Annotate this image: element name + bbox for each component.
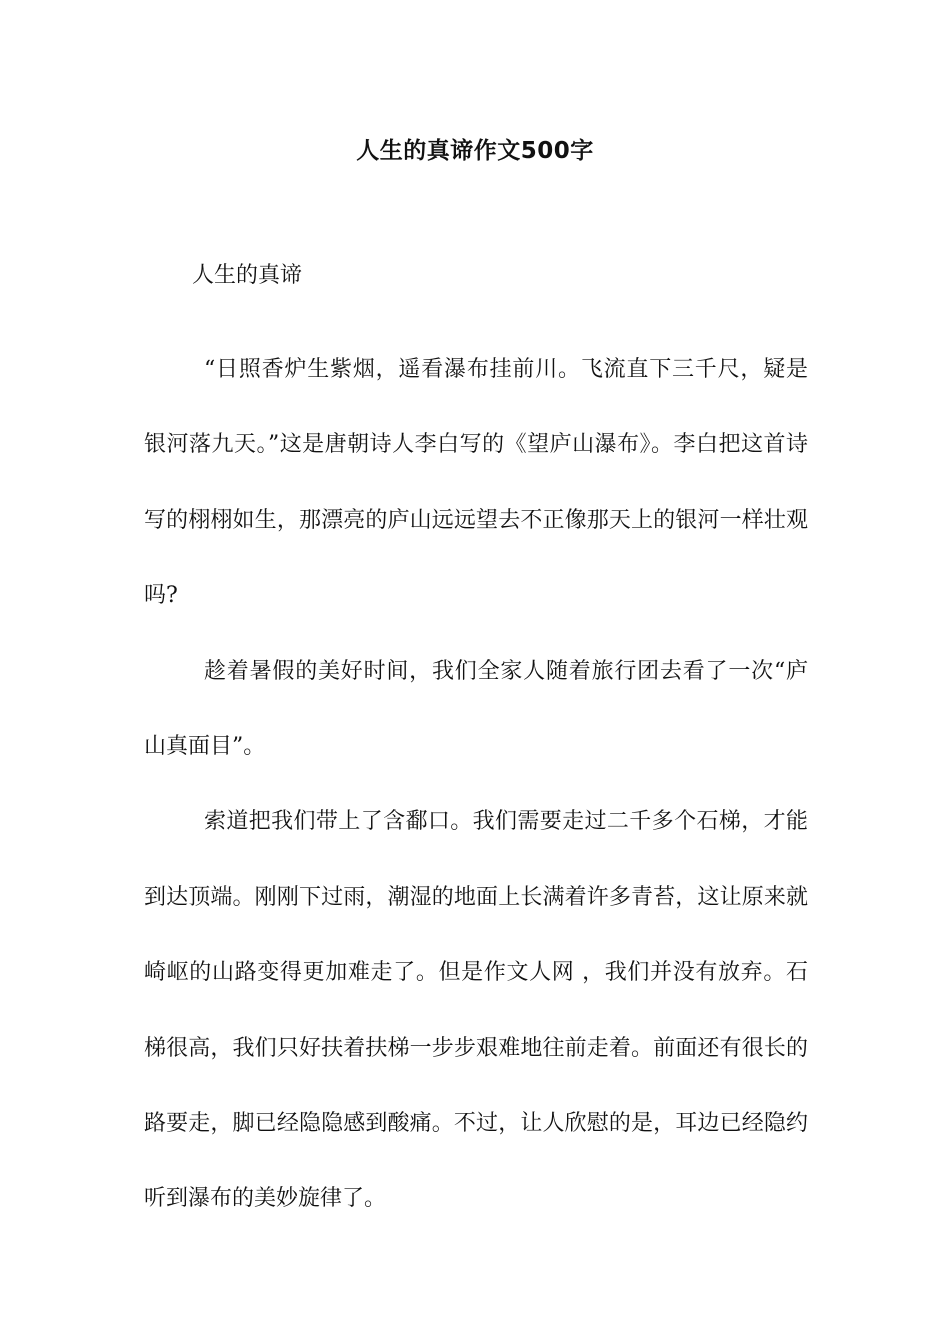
paragraph-poem-intro: “日照香炉生紫烟，遥看瀑布挂前川。飞流直下三千尺，疑是银河落九天。”这是唐朝诗人李白写的《望庐山瀑布》。李白把这首诗写的栩栩如生，那漂亮的庐山远远望去不正像那天上的银河一样壮观吗? [144,357,808,609]
essay-subheading: 人生的真谛 [192,263,303,288]
paragraph-climbing: 索道把我们带上了含鄱口。我们需要走过二千多个石梯，才能到达顶端。刚刚下过雨，潮湿的地面上长满着许多青苔，这让原来就崎岖的山路变得更加难走了。但是作文人网 ，我们并没有放弃。石梯很高，我们只好扶着扶梯一步步艰难地往前走着。前面还有很长的路要走，脚已经隐隐感到酸痛。不过，让人欣慰的是，耳边已经隐约听到瀑布的美妙旋律了。 [144,809,808,1212]
essay-body [144,332,808,1237]
paragraph-summer-trip: 趁着暑假的美好时间，我们全家人随着旅行团去看了一次“庐山真面目”。 [144,658,808,760]
document-title: 人生的真谛作文500字 [356,138,594,164]
